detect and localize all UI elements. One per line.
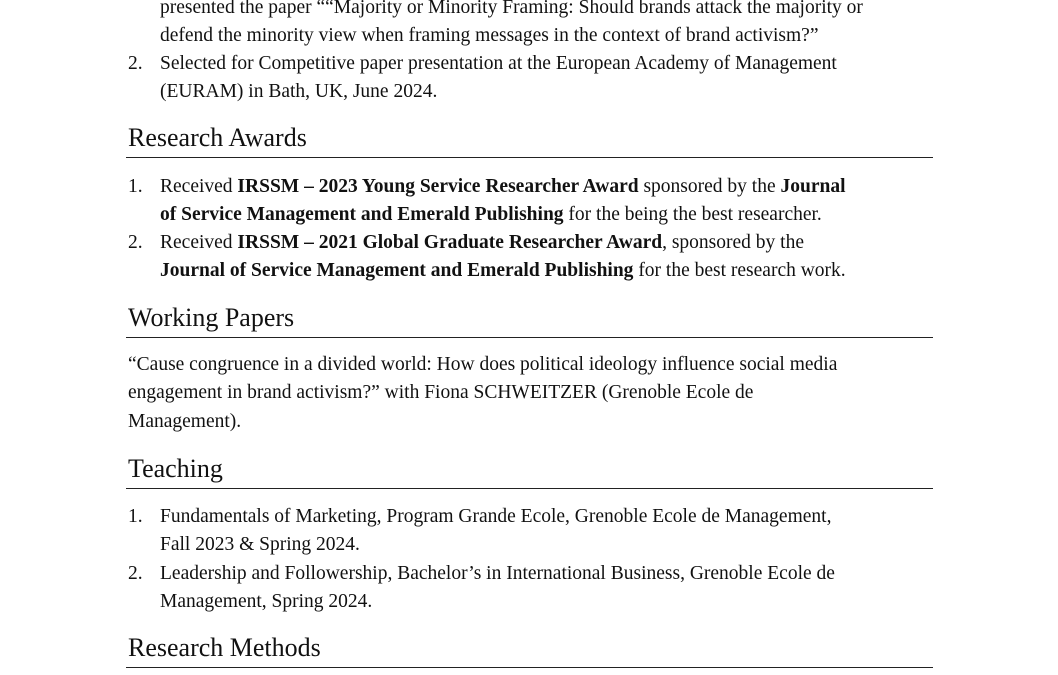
section-divider: [126, 667, 933, 668]
teaching-item-1-line-1: Fundamentals of Marketing, Program Grande Ecole, Grenoble Ecole de Management,: [160, 506, 832, 527]
section-heading-research-methods: Research Methods: [128, 633, 321, 662]
section-heading-research-awards: Research Awards: [128, 123, 307, 152]
award-text: , sponsored by the: [662, 232, 804, 253]
teaching-item-1-number: 1.: [128, 506, 143, 527]
conference-item-2-line-1: Selected for Competitive paper presentation at the European Academy of Management: [160, 53, 837, 74]
working-paper-line-2: engagement in brand activism?” with Fiona SCHWEITZER (Grenoble Ecole de: [128, 382, 754, 403]
award-item-1-line-2: [160, 201, 822, 229]
section-heading-working-papers: Working Papers: [128, 303, 295, 332]
conference-item-1-line-1: presented the paper ““Majority or Minority Framing: Should brands attack the majority or: [160, 0, 863, 18]
award-text: Received: [160, 176, 238, 197]
teaching-item-2-line-1: Leadership and Followership, Bachelor’s in International Business, Grenoble Ecole de: [160, 563, 835, 584]
award-text: for the best research work.: [633, 260, 846, 281]
conference-item-1-line-2: defend the minority view when framing messages in the context of brand activism?”: [160, 25, 819, 46]
award-item-1-number: 1.: [128, 176, 143, 197]
conference-item-2-line-2: (EURAM) in Bath, UK, June 2024.: [160, 81, 438, 102]
award-item-2-number: 2.: [128, 232, 143, 253]
award-name: IRSSM – 2023 Young Service Researcher Award: [237, 176, 639, 197]
award-sponsor: Journal: [780, 176, 846, 197]
teaching-item-2-number: 2.: [128, 563, 143, 584]
teaching-item-2-line-2: Management, Spring 2024.: [160, 591, 373, 612]
award-text: for the being the best researcher.: [563, 204, 822, 225]
award-item-1-line-1: [160, 173, 846, 201]
award-sponsor: Journal of Service Management and Emerald Publishing: [160, 260, 634, 281]
working-paper-line-1: “Cause congruence in a divided world: How does political ideology influence social media: [128, 354, 838, 375]
award-item-2-line-2: [160, 257, 846, 285]
section-heading-teaching: Teaching: [128, 454, 223, 483]
section-divider: [126, 488, 933, 489]
award-sponsor: of Service Management and Emerald Publishing: [160, 204, 564, 225]
award-text: Received: [160, 232, 238, 253]
working-paper-line-3: Management).: [128, 411, 242, 432]
section-divider: [126, 157, 933, 158]
section-divider: [126, 337, 933, 338]
award-text: sponsored by the: [638, 176, 781, 197]
award-name: IRSSM – 2021 Global Graduate Researcher Award: [237, 232, 663, 253]
teaching-item-1-line-2: Fall 2023 & Spring 2024.: [160, 534, 360, 555]
conference-item-2-number: 2.: [128, 53, 143, 74]
award-item-2-line-1: [160, 229, 804, 257]
